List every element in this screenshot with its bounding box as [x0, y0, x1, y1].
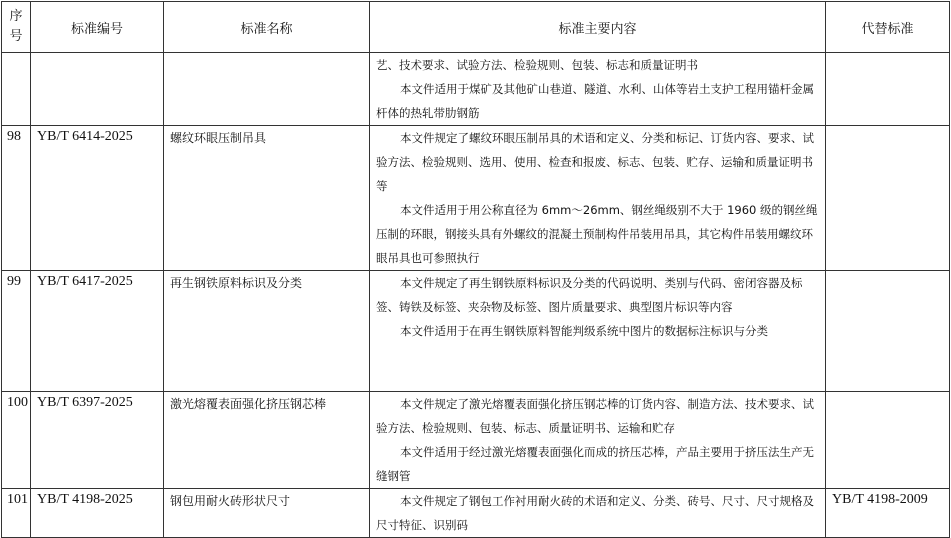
row-name [164, 53, 370, 126]
content-paragraph: 本文件适用于煤矿及其他矿山巷道、隧道、水利、山体等岩土支护工程用锚杆金属杆体的热轧带肋钢筋 [376, 82, 814, 120]
row-name: 激光熔覆表面强化挤压钢芯棒 [164, 392, 370, 489]
table-row [2, 392, 950, 489]
table-row [2, 271, 950, 392]
header-code: 标准编号 [31, 2, 164, 53]
content-paragraph: 本文件适用于用公称直径为 6mm～26mm、钢丝绳级别不大于 1960 级的钢丝绳压制的环眼，钢接头具有外螺纹的混凝土预制构件吊装用吊具，其它构件吊装用螺纹环眼吊具也可参照执行 [376, 203, 818, 265]
row-code: YB/T 6417-2025 [31, 271, 164, 392]
row-replaced: YB/T 4198-2009 [826, 489, 950, 538]
row-content [370, 53, 826, 126]
row-index [2, 53, 31, 126]
row-code: YB/T 6397-2025 [31, 392, 164, 489]
header-row [2, 2, 950, 53]
row-index: 101 [2, 489, 31, 538]
row-replaced [826, 392, 950, 489]
row-replaced [826, 271, 950, 392]
header-name: 标准名称 [164, 2, 370, 53]
content-paragraph: 本文件规定了再生钢铁原料标识及分类的代码说明、类别与代码、密闭容器及标签、铸铁及标签、夹杂物及标签、图片质量要求、典型图片标识等内容 [376, 276, 803, 314]
content-paragraph: 本文件适用于经过激光熔覆表面强化而成的挤压芯棒，产品主要用于挤压法生产无缝钢管 [376, 445, 814, 483]
row-name: 再生钢铁原料标识及分类 [164, 271, 370, 392]
row-name: 螺纹环眼压制吊具 [164, 126, 370, 271]
row-code [31, 53, 164, 126]
content-paragraph: 本文件规定了螺纹环眼压制吊具的术语和定义、分类和标记、订货内容、要求、试验方法、检验规则、选用、使用、检查和报废、标志、包装、贮存、运输和质量证明书等 [376, 131, 814, 193]
row-index: 100 [2, 392, 31, 489]
header-index [2, 2, 31, 53]
content-paragraph: 本文件适用于在再生钢铁原料智能判级系统中图片的数据标注标识与分类 [400, 324, 768, 338]
standards-table [1, 1, 950, 538]
row-name: 钢包用耐火砖形状尺寸 [164, 489, 370, 538]
row-content [370, 126, 826, 271]
header-content: 标准主要内容 [370, 2, 826, 53]
header-index-line1: 序 [9, 9, 23, 24]
content-paragraph: 本文件规定了钢包工作衬用耐火砖的术语和定义、分类、砖号、尺寸、尺寸规格及尺寸特征、识别码 [376, 494, 814, 532]
row-code: YB/T 4198-2025 [31, 489, 164, 538]
row-index: 99 [2, 271, 31, 392]
content-paragraph: 艺、技术要求、试验方法、检验规则、包装、标志和质量证明书 [376, 58, 698, 72]
header-index-line2: 号 [9, 29, 23, 44]
row-content [370, 392, 826, 489]
table-row [2, 489, 950, 538]
row-content [370, 489, 826, 538]
table-row [2, 126, 950, 271]
row-content [370, 271, 826, 392]
table-row [2, 53, 950, 126]
row-replaced [826, 53, 950, 126]
content-paragraph: 本文件规定了激光熔覆表面强化挤压钢芯棒的订货内容、制造方法、技术要求、试验方法、检验规则、包装、标志、质量证明书、运输和贮存 [376, 397, 814, 435]
header-replaced: 代替标准 [826, 2, 950, 53]
row-replaced [826, 126, 950, 271]
row-code: YB/T 6414-2025 [31, 126, 164, 271]
row-index: 98 [2, 126, 31, 271]
